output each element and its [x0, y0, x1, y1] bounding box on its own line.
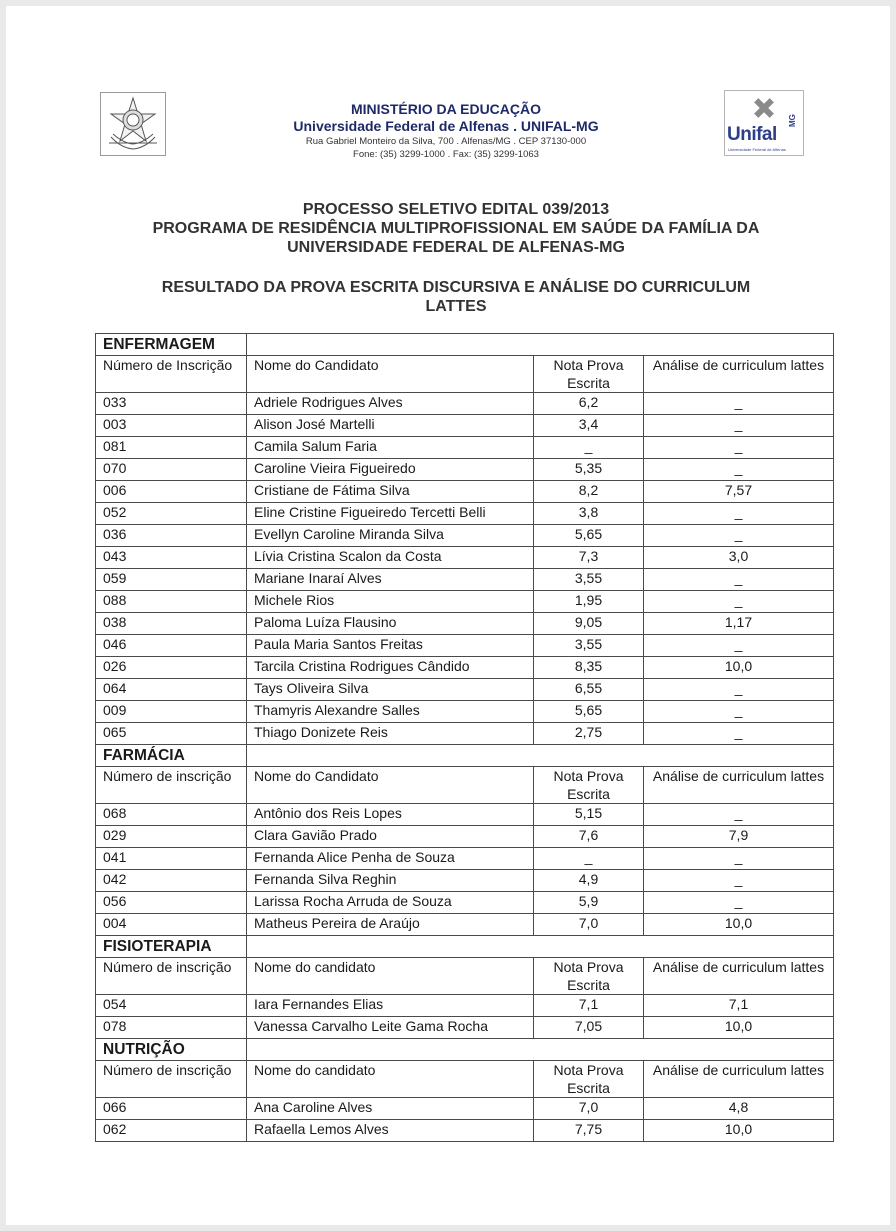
cell-candidate-name: Caroline Vieira Figueiredo: [247, 459, 534, 481]
column-header-candidate-name: Nome do Candidato: [247, 356, 534, 393]
table-row: [96, 1098, 834, 1120]
table-row: [96, 393, 834, 415]
cell-written-exam-score: 5,35: [534, 459, 644, 481]
cell-written-exam-score: _: [534, 848, 644, 870]
column-header-written-exam-score: Nota Prova Escrita: [534, 767, 644, 804]
column-header-registration-number: Número de inscrição: [96, 958, 247, 995]
cell-registration-number: 056: [96, 892, 247, 914]
column-header-row: [96, 356, 834, 393]
cell-candidate-name: Larissa Rocha Arruda de Souza: [247, 892, 534, 914]
table-row: [96, 995, 834, 1017]
cell-written-exam-score: 7,05: [534, 1017, 644, 1039]
cell-registration-number: 059: [96, 569, 247, 591]
subtitle-line-1: RESULTADO DA PROVA ESCRITA DISCURSIVA E ANÁLISE DO CURRICULUM: [161, 279, 751, 296]
table-row: [96, 870, 834, 892]
column-header-candidate-name: Nome do candidato: [247, 1061, 534, 1098]
cell-curriculum-score: _: [644, 804, 834, 826]
cell-curriculum-score: _: [644, 459, 834, 481]
coat-of-arms-icon: [101, 93, 165, 155]
cell-candidate-name: Camila Salum Faria: [247, 437, 534, 459]
section-title: NUTRIÇÃO: [96, 1039, 247, 1061]
table-row: [96, 848, 834, 870]
table-row: [96, 503, 834, 525]
section-title: FARMÁCIA: [96, 745, 247, 767]
title-line-2: PROGRAMA DE RESIDÊNCIA MULTIPROFISSIONAL EM SAÚDE DA FAMÍLIA DA: [152, 220, 760, 237]
cell-candidate-name: Vanessa Carvalho Leite Gama Rocha: [247, 1017, 534, 1039]
table-row: [96, 679, 834, 701]
cell-candidate-name: Fernanda Silva Reghin: [247, 870, 534, 892]
cell-candidate-name: Evellyn Caroline Miranda Silva: [247, 525, 534, 547]
cell-written-exam-score: 6,55: [534, 679, 644, 701]
title-line-3: UNIVERSIDADE FEDERAL DE ALFENAS-MG: [287, 239, 625, 256]
table-row: [96, 914, 834, 936]
university-address: Rua Gabriel Monteiro da Silva, 700 . Alfenas/MG . CEP 37130-000: [305, 136, 587, 147]
cell-candidate-name: Eline Cristine Figueiredo Tercetti Belli: [247, 503, 534, 525]
cell-registration-number: 066: [96, 1098, 247, 1120]
column-header-curriculum-score: Análise de curriculum lattes: [644, 767, 834, 804]
cell-candidate-name: Tarcila Cristina Rodrigues Cândido: [247, 657, 534, 679]
column-header-registration-number: Número de Inscrição: [96, 356, 247, 393]
section-title: ENFERMAGEM: [96, 334, 247, 356]
cell-curriculum-score: _: [644, 591, 834, 613]
cell-curriculum-score: _: [644, 848, 834, 870]
cell-registration-number: 068: [96, 804, 247, 826]
table-row: [96, 591, 834, 613]
cell-curriculum-score: _: [644, 503, 834, 525]
cell-registration-number: 065: [96, 723, 247, 745]
cell-written-exam-score: 5,15: [534, 804, 644, 826]
column-header-written-exam-score: Nota Prova Escrita: [534, 356, 644, 393]
cell-registration-number: 038: [96, 613, 247, 635]
university-name: Universidade Federal de Alfenas . UNIFAL-MG: [293, 118, 599, 134]
cell-candidate-name: Tays Oliveira Silva: [247, 679, 534, 701]
cell-candidate-name: Iara Fernandes Elias: [247, 995, 534, 1017]
cell-registration-number: 009: [96, 701, 247, 723]
cell-curriculum-score: 10,0: [644, 1017, 834, 1039]
table-row: [96, 657, 834, 679]
document-subtitle: [100, 278, 812, 316]
cell-registration-number: 046: [96, 635, 247, 657]
cell-registration-number: 088: [96, 591, 247, 613]
cell-written-exam-score: 4,9: [534, 870, 644, 892]
title-line-1: PROCESSO SELETIVO EDITAL 039/2013: [302, 201, 610, 218]
table-row: [96, 459, 834, 481]
logo-wordmark: Unifal: [727, 124, 777, 145]
column-header-written-exam-score: Nota Prova Escrita: [534, 1061, 644, 1098]
cell-registration-number: 043: [96, 547, 247, 569]
column-header-candidate-name: Nome do Candidato: [247, 767, 534, 804]
table-row: [96, 892, 834, 914]
section-title-filler: [247, 334, 834, 356]
cell-written-exam-score: 8,35: [534, 657, 644, 679]
table-row: [96, 1017, 834, 1039]
logo-state: MG: [788, 114, 797, 127]
table-row: [96, 415, 834, 437]
cell-written-exam-score: _: [534, 437, 644, 459]
cell-candidate-name: Clara Gavião Prado: [247, 826, 534, 848]
cell-candidate-name: Alison José Martelli: [247, 415, 534, 437]
cell-written-exam-score: 3,55: [534, 635, 644, 657]
column-header-registration-number: Número de inscrição: [96, 1061, 247, 1098]
table-row: [96, 826, 834, 848]
section-title-filler: [247, 1039, 834, 1061]
table-row: [96, 723, 834, 745]
cell-candidate-name: Paloma Luíza Flausino: [247, 613, 534, 635]
cell-written-exam-score: 3,8: [534, 503, 644, 525]
cell-written-exam-score: 9,05: [534, 613, 644, 635]
column-header-written-exam-score: Nota Prova Escrita: [534, 958, 644, 995]
cell-curriculum-score: 3,0: [644, 547, 834, 569]
cell-curriculum-score: _: [644, 393, 834, 415]
cell-candidate-name: Thiago Donizete Reis: [247, 723, 534, 745]
cell-written-exam-score: 6,2: [534, 393, 644, 415]
cell-candidate-name: Adriele Rodrigues Alves: [247, 393, 534, 415]
cell-registration-number: 070: [96, 459, 247, 481]
cell-candidate-name: Paula Maria Santos Freitas: [247, 635, 534, 657]
unifal-logo: [724, 90, 804, 156]
table-row: [96, 804, 834, 826]
cell-curriculum-score: _: [644, 415, 834, 437]
table-row: [96, 635, 834, 657]
cell-registration-number: 041: [96, 848, 247, 870]
cell-curriculum-score: 7,57: [644, 481, 834, 503]
letterhead: [180, 101, 712, 160]
table-row: [96, 613, 834, 635]
cell-registration-number: 062: [96, 1120, 247, 1142]
column-header-row: [96, 958, 834, 995]
cell-written-exam-score: 8,2: [534, 481, 644, 503]
cell-candidate-name: Antônio dos Reis Lopes: [247, 804, 534, 826]
cell-registration-number: 054: [96, 995, 247, 1017]
cell-written-exam-score: 1,95: [534, 591, 644, 613]
ministry-name: MINISTÉRIO DA EDUCAÇÃO: [350, 101, 542, 117]
cell-registration-number: 042: [96, 870, 247, 892]
cell-curriculum-score: _: [644, 701, 834, 723]
column-header-row: [96, 767, 834, 804]
document-title: [100, 200, 812, 257]
cell-written-exam-score: 7,75: [534, 1120, 644, 1142]
cell-registration-number: 006: [96, 481, 247, 503]
cell-written-exam-score: 7,0: [534, 1098, 644, 1120]
cell-registration-number: 078: [96, 1017, 247, 1039]
cell-curriculum-score: 10,0: [644, 914, 834, 936]
column-header-curriculum-score: Análise de curriculum lattes: [644, 356, 834, 393]
cell-candidate-name: Matheus Pereira de Araújo: [247, 914, 534, 936]
cell-curriculum-score: 4,8: [644, 1098, 834, 1120]
column-header-curriculum-score: Análise de curriculum lattes: [644, 1061, 834, 1098]
cell-written-exam-score: 2,75: [534, 723, 644, 745]
cell-candidate-name: Rafaella Lemos Alves: [247, 1120, 534, 1142]
cell-curriculum-score: 7,9: [644, 826, 834, 848]
cell-candidate-name: Thamyris Alexandre Salles: [247, 701, 534, 723]
cell-curriculum-score: 1,17: [644, 613, 834, 635]
cell-written-exam-score: 5,65: [534, 525, 644, 547]
cell-curriculum-score: _: [644, 679, 834, 701]
cell-written-exam-score: 7,6: [534, 826, 644, 848]
coat-of-arms-emblem: [100, 92, 166, 156]
column-header-registration-number: Número de inscrição: [96, 767, 247, 804]
cell-registration-number: 003: [96, 415, 247, 437]
cell-written-exam-score: 7,1: [534, 995, 644, 1017]
cell-registration-number: 033: [96, 393, 247, 415]
section-header-row: [96, 334, 834, 356]
unifal-mark-icon: [749, 93, 779, 123]
cell-written-exam-score: 7,3: [534, 547, 644, 569]
cell-curriculum-score: 7,1: [644, 995, 834, 1017]
section-title-filler: [247, 745, 834, 767]
table-row: [96, 701, 834, 723]
cell-registration-number: 064: [96, 679, 247, 701]
table-row: [96, 569, 834, 591]
cell-curriculum-score: _: [644, 569, 834, 591]
cell-curriculum-score: _: [644, 525, 834, 547]
cell-written-exam-score: 5,9: [534, 892, 644, 914]
section-header-row: [96, 745, 834, 767]
logo-subtext: Universidade Federal de Alfenas: [728, 147, 786, 152]
cell-curriculum-score: 10,0: [644, 657, 834, 679]
cell-candidate-name: Cristiane de Fátima Silva: [247, 481, 534, 503]
cell-candidate-name: Lívia Cristina Scalon da Costa: [247, 547, 534, 569]
results-table: [95, 333, 834, 1142]
cell-registration-number: 052: [96, 503, 247, 525]
table-row: [96, 525, 834, 547]
table-row: [96, 437, 834, 459]
column-header-candidate-name: Nome do candidato: [247, 958, 534, 995]
section-title: FISIOTERAPIA: [96, 936, 247, 958]
cell-candidate-name: Ana Caroline Alves: [247, 1098, 534, 1120]
cell-written-exam-score: 5,65: [534, 701, 644, 723]
cell-curriculum-score: _: [644, 892, 834, 914]
cell-registration-number: 081: [96, 437, 247, 459]
section-title-filler: [247, 936, 834, 958]
table-row: [96, 547, 834, 569]
section-header-row: [96, 1039, 834, 1061]
cell-candidate-name: Mariane Inaraí Alves: [247, 569, 534, 591]
cell-written-exam-score: 7,0: [534, 914, 644, 936]
cell-registration-number: 036: [96, 525, 247, 547]
table-row: [96, 481, 834, 503]
cell-registration-number: 004: [96, 914, 247, 936]
subtitle-line-2: LATTES: [425, 298, 487, 315]
cell-candidate-name: Michele Rios: [247, 591, 534, 613]
cell-curriculum-score: _: [644, 870, 834, 892]
section-header-row: [96, 936, 834, 958]
column-header-curriculum-score: Análise de curriculum lattes: [644, 958, 834, 995]
cell-curriculum-score: _: [644, 437, 834, 459]
cell-candidate-name: Fernanda Alice Penha de Souza: [247, 848, 534, 870]
column-header-row: [96, 1061, 834, 1098]
university-phone: Fone: (35) 3299-1000 . Fax: (35) 3299-1063: [353, 149, 539, 160]
cell-curriculum-score: _: [644, 723, 834, 745]
table-row: [96, 1120, 834, 1142]
cell-written-exam-score: 3,4: [534, 415, 644, 437]
cell-registration-number: 029: [96, 826, 247, 848]
cell-written-exam-score: 3,55: [534, 569, 644, 591]
cell-curriculum-score: _: [644, 635, 834, 657]
cell-registration-number: 026: [96, 657, 247, 679]
cell-curriculum-score: 10,0: [644, 1120, 834, 1142]
